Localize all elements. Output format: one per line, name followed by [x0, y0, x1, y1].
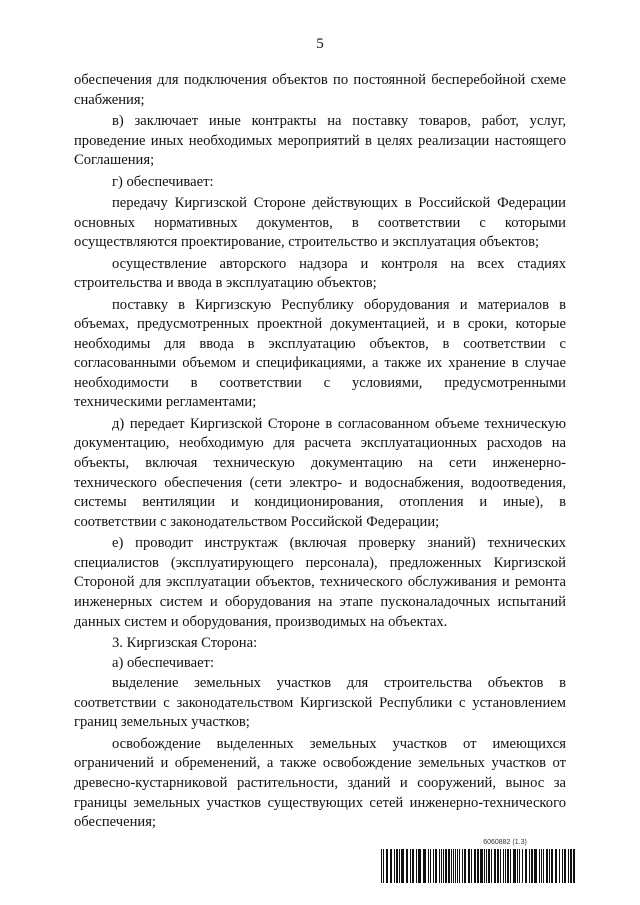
barcode-label: 6060882 (1.3)	[483, 839, 527, 846]
paragraph: поставку в Киргизскую Республику оборудования и материалов в объемах, предусмотренных проектной документацией, и в сроки, которые необходимы для ввода в эксплуатацию объектов, в соответствии с согласованными объемом и спецификациями, а также их хранение в случае необходимости в соответствии с условиями, предусмотренными техническими регламентами;	[74, 296, 566, 411]
body-text	[74, 71, 566, 835]
paragraph: в) заключает иные контракты на поставку товаров, работ, услуг, проведение иных необходимых мероприятий в целях реализации настоящего Соглашения;	[74, 112, 566, 169]
paragraph: осуществление авторского надзора и контроля на всех стадиях строительства и ввода в эксплуатацию объектов;	[74, 255, 566, 292]
paragraph: выделение земельных участков для строительства объектов в соответствии с законодательством Киргизской Республики с установлением границ земельных участков;	[74, 675, 566, 731]
paragraph: д) передает Киргизской Стороне в согласованном объеме техническую документацию, необходимую для расчета эксплуатационных расходов на объекты, включая техническую документацию на сети инженерно-технического обеспечения (сети электро- и водоснабжения, водоотведения, системы вентиляции и кондиционирования, отопления и иные), в соответствии с законодательством Российской Федерации;	[74, 415, 566, 530]
paragraph: е) проводит инструктаж (включая проверку знаний) технических специалистов (эксплуатирующего персонала), предложенных Киргизской Стороной для эксплуатации объектов, технического обслуживания и ремонта инженерных систем и оборудования на этапе пусконаладочных испытаний данных систем и оборудования, производимых на объектах.	[74, 535, 566, 630]
paragraph: передачу Киргизской Стороне действующих в Российской Федерации основных нормативных документов, в соответствии с которыми осуществляются проектирование, строительство и эксплуатация объектов;	[74, 194, 566, 251]
barcode-graphic	[380, 849, 576, 883]
barcode	[380, 839, 576, 885]
paragraph: г) обеспечивает:	[112, 173, 214, 190]
paragraph: 3. Киргизская Сторона:	[112, 635, 258, 651]
page-number: 5	[316, 36, 324, 52]
paragraph: освобождение выделенных земельных участков от имеющихся ограничений и обременений, а также освобождение земельных участков от древесно-кустарниковой растительности, зданий и сооружений, вынос за границы земельных участков существующих сетей инженерно-технического обеспечения;	[74, 735, 566, 831]
paragraph: а) обеспечивает:	[112, 655, 214, 672]
paragraph: обеспечения для подключения объектов по постоянной бесперебойной схеме снабжения;	[74, 72, 566, 108]
